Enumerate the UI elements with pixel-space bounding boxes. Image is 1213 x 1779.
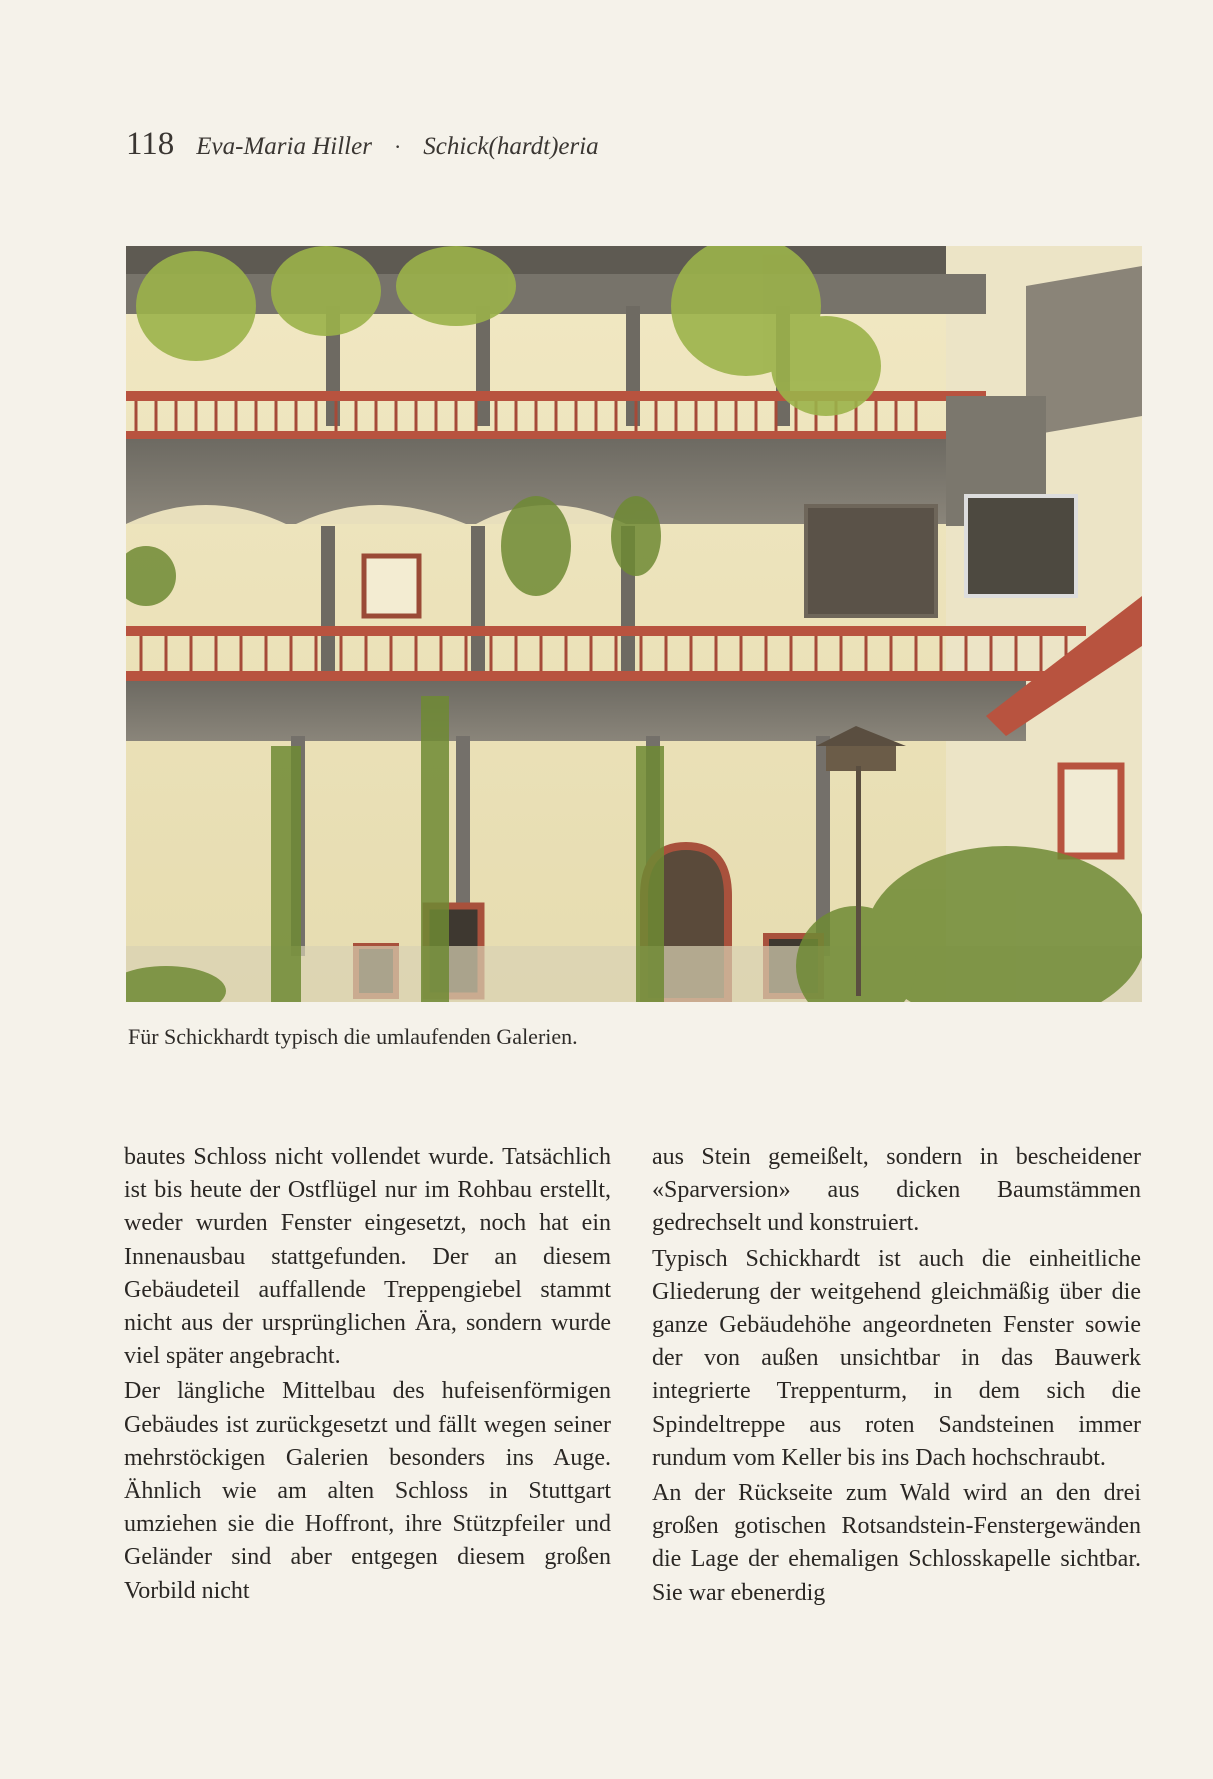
paragraph: An der Rückseite zum Wald wird an den drei großen gotischen Rotsandstein-Fenstergewänden die Lage der ehemaligen Schlosskapelle sichtbar. Sie war ebenerdig	[652, 1480, 1141, 1606]
paragraph: Der längliche Mittelbau des hufeisenförmigen Gebäudes ist zurückgesetzt und fällt wegen seiner mehrstöckigen Galerien besonders ins Auge. Ähnlich wie am alten Schloss in Stuttgart umziehen sie die Hoffront, ihre Stützpfeiler und Geländer sind aber entgegen diesem großen Vorbild nicht	[124, 1378, 611, 1604]
text-column-left	[124, 1141, 611, 1610]
page-number: 118	[126, 126, 175, 162]
photo-illustration	[126, 246, 1142, 1002]
paragraph: bautes Schloss nicht vollendet wurde. Tatsächlich ist bis heute der Ostflügel nur im Rohbau erstellt, weder wurden Fenster eingesetzt, noch hat ein Innenausbau stattgefunden. Der an diesem Gebäudeteil auffallende Treppengiebel stammt nicht aus der ursprünglichen Ära, sondern wurde viel später angebracht.	[124, 1144, 611, 1370]
header-separator: ·	[393, 134, 402, 159]
paragraph: aus Stein gemeißelt, sondern in bescheidener «Sparversion» aus dicken Baumstämmen gedrechselt und konstruiert.	[652, 1144, 1141, 1237]
figure-caption: Für Schickhardt typisch die umlaufenden Galerien.	[128, 1024, 578, 1049]
text-column-right	[652, 1141, 1141, 1612]
running-head	[126, 126, 599, 163]
author-name: Eva-Maria Hiller	[196, 133, 372, 160]
chapter-title: Schick(hardt)eria	[423, 133, 599, 160]
paragraph: Typisch Schickhardt ist auch die einheitliche Gliederung der weitgehend gleichmäßig über die ganze Gebäudehöhe angeordneten Fenster sowie der von außen unsichtbar in das Bauwerk integrierte Treppenturm, in dem sich die Spindeltreppe aus roten Sandsteinen immer rundum vom Keller bis ins Dach hochschraubt.	[652, 1245, 1141, 1471]
courtyard-gallery-photo	[126, 246, 1142, 1002]
